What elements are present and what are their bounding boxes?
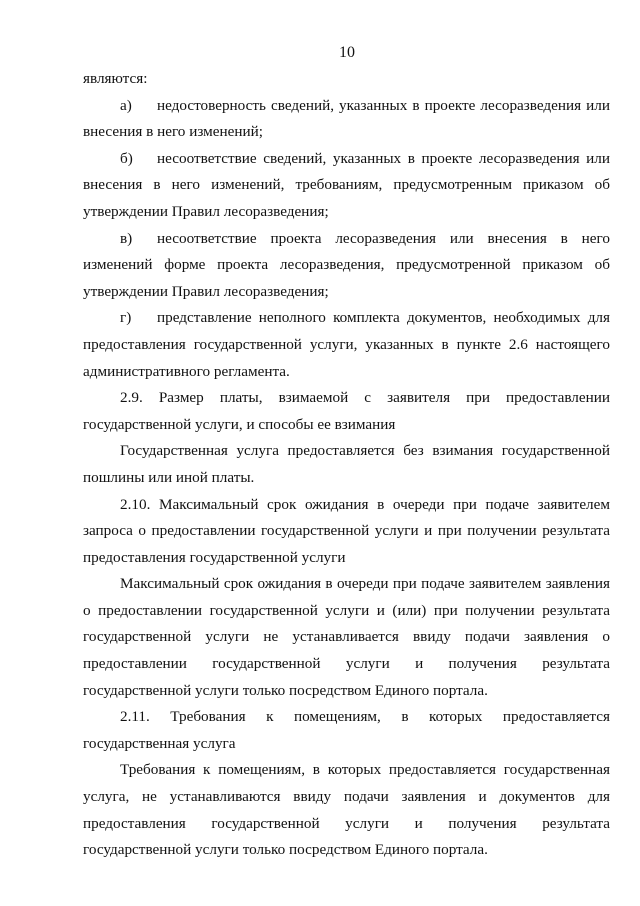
section-2-9-heading: 2.9. Размер платы, взимаемой с заявителя при предоставлении государственной услуги, и способы ее взимания bbox=[83, 389, 610, 433]
list-item-a bbox=[83, 93, 610, 146]
list-marker-b: б) bbox=[120, 149, 133, 167]
section-2-11-text: Требования к помещениям, в которых предоставляется государственная услуга, не устанавливаются ввиду подачи заявления и документов для предоставления государственной услуги и получения результата государственной услуги только посредством Единого портала. bbox=[83, 761, 610, 859]
list-text-b: несоответствие сведений, указанных в проекте лесоразведения или внесения в него изменений, требованиям, предусмотренным приказом об утверждении Правил лесоразведения; bbox=[83, 149, 610, 220]
list-text-v: несоответствие проекта лесоразведения или внесения в него изменений форме проекта лесоразведения, предусмотренной приказом об утверждении Правил лесоразведения; bbox=[83, 229, 610, 300]
list-marker-g: г) bbox=[120, 309, 132, 327]
list-item-v bbox=[83, 226, 610, 306]
intro-text: являются: bbox=[83, 70, 148, 87]
section-2-10-heading: 2.10. Максимальный срок ожидания в очереди при подаче заявителем запроса о предоставлении государственной услуги и при получении результата предоставления государственной услуги bbox=[83, 495, 610, 566]
section-2-9-text: Государственная услуга предоставляется без взимания государственной пошлины или иной платы. bbox=[83, 442, 610, 486]
list-marker-a: а) bbox=[120, 96, 132, 114]
list-text-a: недостоверность сведений, указанных в проекте лесоразведения или внесения в него изменений; bbox=[83, 96, 610, 141]
list-text-g: представление неполного комплекта документов, необходимых для предоставления государственной услуги, указанных в пункте 2.6 настоящего административного регламента. bbox=[83, 309, 610, 380]
section-2-10-text: Максимальный срок ожидания в очереди при подаче заявителем заявления о предоставлении государственной услуги и (или) при получении результата государственной услуги не устанавливается ввиду подачи заявления о предоставлении государственной услуги и получения результата государственной услуги только посредством Единого портала. bbox=[83, 575, 610, 699]
list-marker-v: в) bbox=[120, 229, 133, 247]
list-item-b bbox=[83, 146, 610, 226]
list-item-g bbox=[83, 305, 610, 385]
section-2-11-heading: 2.11. Требования к помещениям, в которых предоставляется государственная услуга bbox=[83, 708, 610, 752]
document-body bbox=[83, 66, 610, 864]
page-number: 10 bbox=[339, 44, 355, 61]
